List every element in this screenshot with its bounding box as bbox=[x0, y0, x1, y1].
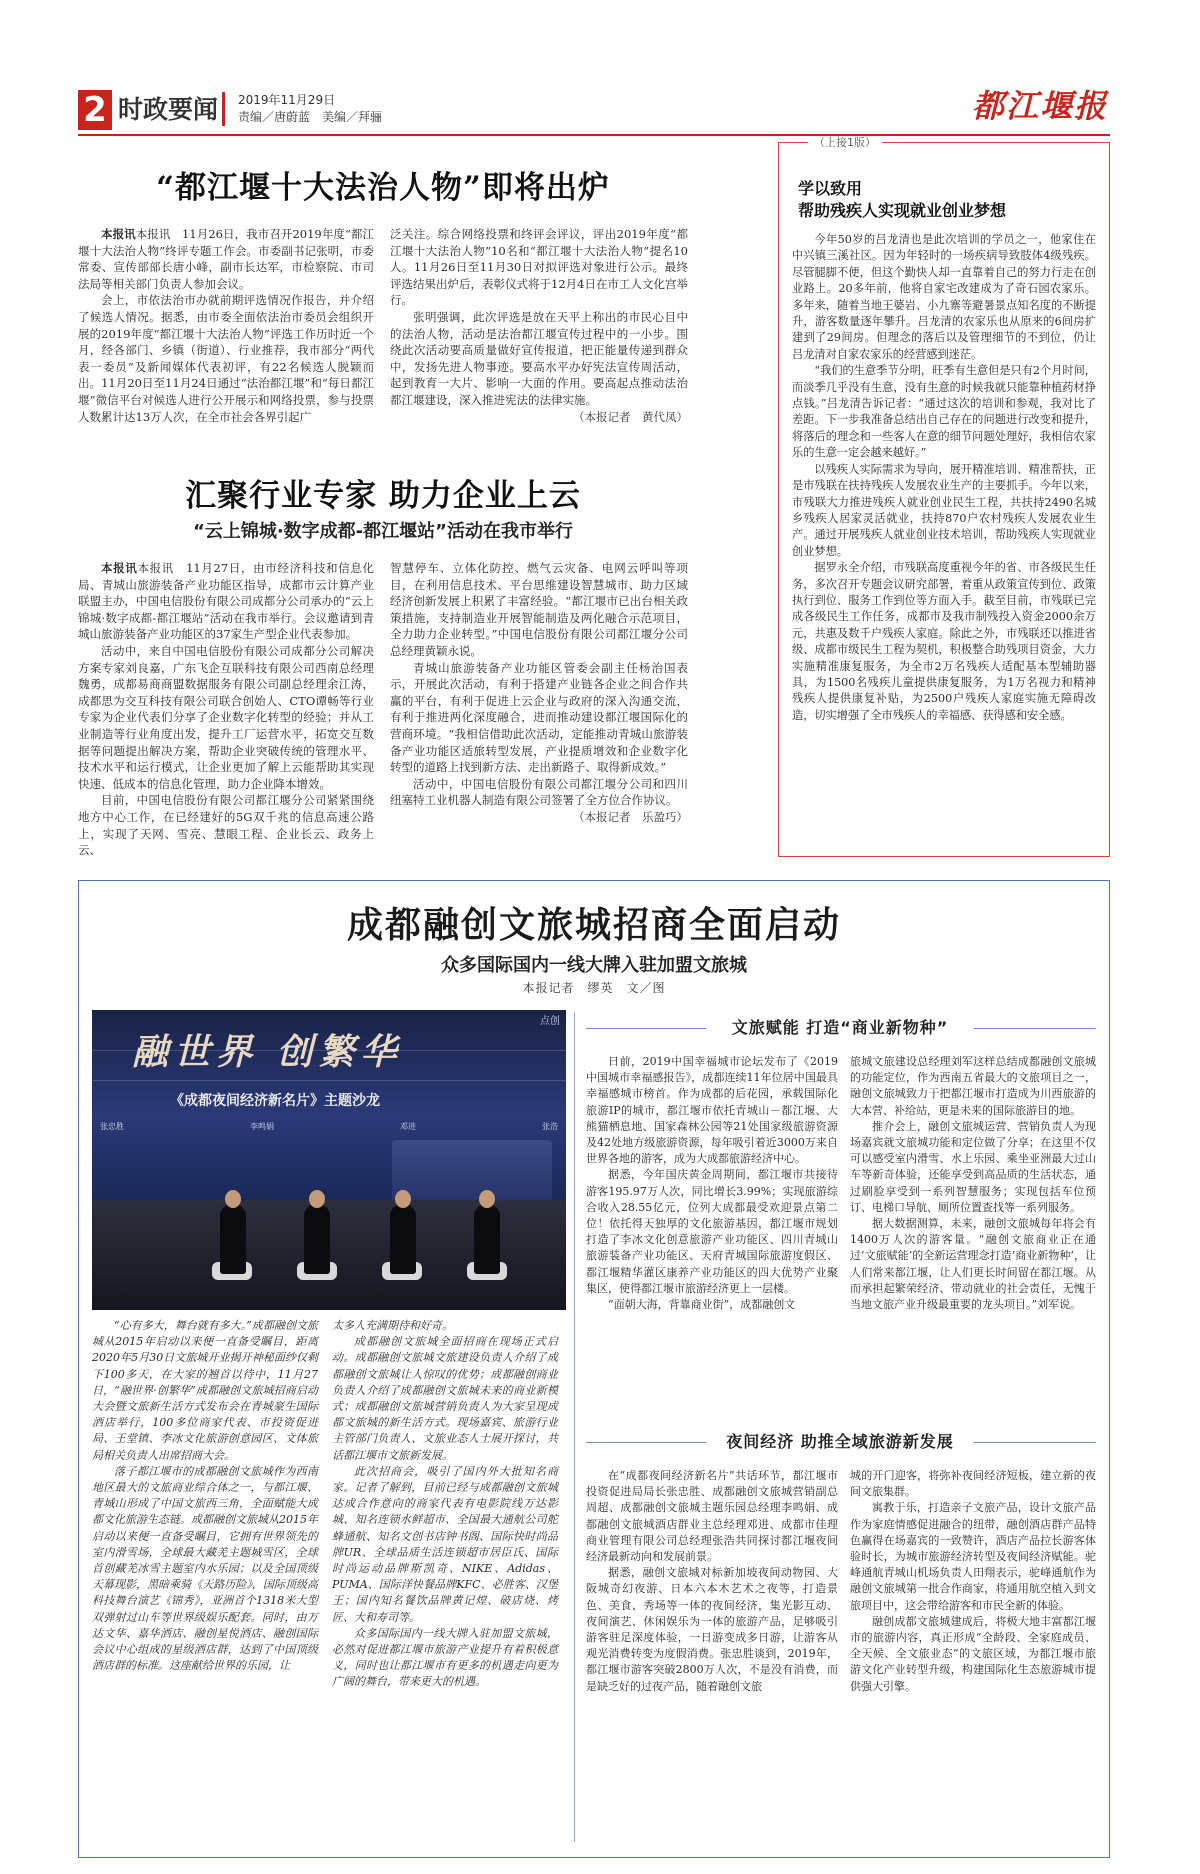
article2-title: 汇聚行业专家 助力企业上云 bbox=[185, 478, 581, 514]
article1-para: 张明强调，此次评选是放在天平上称出的市民心目中的法治人物，活动是法治都江堰宣传过程中的一小步。围绕此次活动要高质量做好宣传报道，把正能量传递到群众中，发扬先进人物事迹。要高水平办好宪法宣传周活动，起到教育一大片、影响一大面的作用。要高起点推动法治都江堰建设，深入推进宪法的法律实施。 bbox=[390, 309, 688, 407]
speaker-figure bbox=[304, 1204, 330, 1274]
feature-photo bbox=[92, 1010, 566, 1310]
feature-para: 众多国际国内一线大牌入驻加盟文旅城，必然对促进都江堰市旅游产业提升有着积极意义，同时也让都江堰市有更多的机遇走向更为广阔的舞台，带来更大的机遇。 bbox=[332, 1626, 558, 1689]
right2-col1 bbox=[586, 1468, 838, 1695]
speaker-figure bbox=[390, 1204, 416, 1274]
backdrop-slogan: 融世界 创繁华 bbox=[132, 1031, 403, 1073]
article1-para: 泛关注。综合网络投票和终评会评议，评出2019年度“都江堰十大法治人物”10名和“都江堰十大法治人物”提名10人。11月26日至11月30日对拟评选对象进行公示。最终评选结果出炉后，表彰仪式将于12月4日在市工人文化宫举行。 bbox=[390, 227, 688, 308]
feature-para: 此次招商会，吸引了国内外大批知名商家。记者了解到，目前已经与成都融创文旅城达成合作意向的商家代表有电影院线万达影城、知名连锁水鲜超市、全国最大通航公司舵蜂通航、知名文创书店钟书阁、国际快时尚品牌UR、全球品质生活连锁超市居臣氏、国际时尚运动品牌斯凯奇、NIKE、Adidas、PUMA、国际洋快餐品牌KFC、必胜客、汉堡王；国内知名餐饮品牌黄记煌、破店烧、烤匠、大和寿司等。 bbox=[332, 1464, 558, 1624]
article1-title: “都江堰十大法治人物”即将出炉 bbox=[156, 170, 610, 206]
article1-para bbox=[78, 226, 374, 292]
article1-col1 bbox=[78, 226, 374, 425]
speaker-head bbox=[309, 1190, 325, 1208]
feature-para: “面朝大海，背靠商业街”，成都融创文 bbox=[608, 1298, 796, 1312]
speaker-names bbox=[100, 1122, 558, 1132]
header-rule bbox=[78, 134, 1110, 136]
article2-para bbox=[78, 560, 374, 643]
article1-col2 bbox=[390, 226, 688, 426]
feature-column-divider bbox=[574, 1012, 575, 1842]
article2-para: 活动中，中国电信股份有限公司都江堰分公司和四川纽塞特工业机器人制造有限公司签署了全方位合作协议。 bbox=[390, 776, 688, 808]
feature-left-col2 bbox=[332, 1318, 558, 1691]
sidebar-para: 据罗永全介绍，市残联高度重视今年的省、市各级民生任务，多次召开专题会议研究部署，着重从政策宣传到位、政策执行到位、服务工作到位等方面入手。截至目前，市残联已完成各级民生工作任务，成都市及我市制残投入资金2000余万元，共惠及数千户残疾人家庭。除此之外，市残联还以推进省级、成都市级民生工程为契机，积极整合助残项目资金，大力实施精准康复服务，为全市2万名残疾人适配基本型辅助器具，为1500名残疾儿童提供康复服务，为1万名视力和精神残疾人提供康复补贴，为2500户残疾人家庭实施无障碍改造，切实增强了全市残疾人的幸福感、获得感和安全感。 bbox=[792, 561, 1096, 722]
feature-byline: 本报记者 缪英 文／图 bbox=[522, 981, 666, 995]
sidebar-body bbox=[792, 232, 1096, 724]
article2-para: 智慧停车、立体化防控、燃气云灾备、电网云呼叫等项目，在利用信息技术、平台思维建设智慧城市、助力区域经济创新发展上积累了丰富经验。“都江堰市已出台相关政策措施，支持制造业开展智能制造及两化融合示范项目，全力助力企业转型。”中国电信股份有限公司都江堰分公司总经理黄颖永说。 bbox=[390, 561, 688, 658]
sidebar-para: 以残疾人实际需求为导向，展开精准培训、精准帮扶，正是市残联在扶持残疾人发展农业生产的主要抓手。今年以来，市残联大力推进残疾人就业创业民生工程，共扶持2490名城乡残疾人居家灵活就业，扶持870户农村残疾人发展农业生产。通过开展残疾人就业创业技术培训，帮助残疾人实现就业创业梦想。 bbox=[792, 462, 1096, 558]
backdrop-corner-text: 点创 bbox=[540, 1016, 560, 1027]
feature-para: 落子都江堰市的成都融创文旅城作为西南地区最大的文旅商业综合体之一，与都江堰、青城山形成了中国文旅西三角，全面赋能大成都文化旅游生态链。成都融创文旅城从2015年启动以来便一直备受瞩目，它拥有世界领先的室内滑雪场，全球最大藏羌主题城雪区，全球首创藏羌冰雪主题室内水乐园；以及全国顶级天幕现影，黑暗乘骑《天路历险》，国际顶级高科技舞台演艺《锦秀》，亚洲首个1318米大型双弹射过山车等世界级娱乐配套。同时，由万达文华、嘉华酒店、融创星悦酒店、融创国际会议中心组成的星级酒店群，达到了中国顶级酒店群的标准。这座献给世界的乐园，让 bbox=[92, 1464, 318, 1673]
article2-subtitle: “云上锦城·数字成都-都江堰站”活动在我市举行 bbox=[193, 521, 573, 542]
section-title: 时政要闻 bbox=[118, 95, 219, 124]
sidebar-title: 学以致用 帮助残疾人实现就业创业梦想 bbox=[798, 179, 1007, 220]
right2-heading: 夜间经济 助推全域旅游新发展 bbox=[726, 1432, 954, 1451]
lead-tag: 本报讯 bbox=[101, 561, 138, 575]
speaker-name: 张忠胜 bbox=[100, 1122, 124, 1131]
feature-para: 太多人充满期待和好奇。 bbox=[332, 1319, 453, 1332]
feature-subtitle: 众多国际国内一线大牌入驻加盟文旅城 bbox=[441, 955, 747, 976]
right2-col2 bbox=[850, 1468, 1096, 1695]
para-text: 本报讯 11月26日，我市召开2019年度“都江堰十大法治人物”终评专题工作会。市委副书记张明，市委常委、宣传部部长唐小峰，副市长达军，市检察院、市司法局等相关部门负责人参加会议。 bbox=[78, 227, 374, 291]
feature-left-col1 bbox=[92, 1318, 318, 1674]
speaker-head bbox=[225, 1190, 241, 1208]
para-text: 本报讯 11月27日，由市经济科技和信息化局、青城山旅游装备产业功能区指导，成都市云计算产业联盟主办，中国电信股份有限公司成都分公司承办的“云上锦城·数字成都-都江堰站”活动在我市举行。会议邀请到青城山旅游装备产业功能区的37家生产型企业代表参加。 bbox=[78, 561, 375, 642]
stage-light-line bbox=[92, 1080, 566, 1081]
issue-date: 2019年11月29日 bbox=[238, 93, 336, 107]
article2-para: 活动中，来自中国电信股份有限公司成都分公司解决方案专家刘良嘉，广东飞企互联科技有限公司西南总经理魏勇，成都易商商盟数据服务有限公司副总经理余江涛，成都思为交互科技有限公司联合创始人、CTO谭畅等行业专家为企业代表们分享了企业数字化转型的经验；并从工业制造等行业角度出发，提升工厂运营水平，拓宽交互数据等问题提出解决方案，帮助企业突破传统的管理水平、技术水平和运行模式，让企业更加了解上云能帮助其实现快速、低成本的信息化管理，助力企业降本增效。 bbox=[78, 643, 374, 791]
article2-byline: （本报记者 乐盈巧） bbox=[573, 809, 688, 824]
feature-para: 旅城文旅建设总经理刘军这样总结成都融创文旅城的功能定位，作为西南五省最大的文旅项目之一，融创文旅城致力于把都江堰市打造成为川西旅游的大本营、补给站，更是未来的国际旅游目的地。 bbox=[850, 1055, 1096, 1117]
article2-para: 目前，中国电信股份有限公司都江堰分公司紧紧围绕地方中心工作，在已经建好的5G双千兆的信息高速公路上，实现了天网、雪亮、慧眼工程、企业长云、政务上云、 bbox=[78, 793, 374, 858]
lead-tag: 本报讯 bbox=[101, 227, 136, 241]
backdrop-town-render bbox=[392, 1140, 552, 1200]
article2-para: 青城山旅游装备产业功能区管委会副主任杨治国表示，开展此次活动，有利于搭建产业链各企业之间合作共赢的平台，有利于促进上云企业与政府的深入沟通交流，有利于推进两化深度融合，进而推动建设都江堰国际化的营商环境。“我相信借助此次活动，定能推动青城山旅游装备产业功能区适旅转型发展，产业提质增效和企业数字化转型的道路上找到新方法、走出新路子、取得新成效。” bbox=[390, 660, 688, 775]
heading-rule bbox=[974, 1028, 1096, 1029]
feature-para: 城的开门迎客，将弥补夜间经济短板，建立新的夜间文旅集群。 bbox=[850, 1469, 1096, 1499]
right1-heading: 文旅赋能 打造“商业新物种” bbox=[731, 1018, 949, 1037]
speaker-head bbox=[479, 1190, 495, 1208]
right1-col2 bbox=[850, 1054, 1096, 1313]
article1-para: 会上，市依法治市办就前期评选情况作报告，并介绍了候选人情况。据悉，由市委全面依法治市委员会组织开展的2019年度“都江堰十大法治人物”评选工作历时近一个月，经各部门、乡镇（街道）、行业推荐，我市部分“两代表一委员”及新闻媒体代表初评，有22名候选人脱颖而出。11月20日至11月24日通过“法治都江堰”和“每日都江堰”微信平台对候选人进行公开展示和网络投票，参与投票人数累计达13万人次，在全市社会各界引起广 bbox=[78, 293, 374, 424]
feature-title: 成都融创文旅城招商全面启动 bbox=[346, 904, 841, 946]
feature-para: “心有多大，舞台就有多大。”成都融创文旅城从2015年启动以来便一直备受瞩目，距离2020年5月30日文旅城开业揭开神秘面纱仅剩下100多天，在大家的翘首以待中，11月27日，“融世界·创繁华”成都融创文旅城招商启动大会暨文旅新生活方式发布会在青城豪生国际酒店举行，100多位商家代表、市投资促进局、王堂镇、李冰文化旅游创意园区、文体旅局相关负责人出席招商大会。 bbox=[92, 1319, 318, 1462]
backdrop-subtitle: 《成都夜间经济新名片》主题沙龙 bbox=[170, 1093, 380, 1109]
article2-col2 bbox=[390, 560, 688, 826]
sidebar-para: 今年50岁的吕龙清也是此次培训的学员之一，他家住在中兴镇三溪社区。因为年轻时的一场疾病导致肢体4级残疾。尽管腿脚不便，但这个勤快人却一直靠着自己的努力行走在创业路上。20多年前，他将自家宅改建成为了奇石园农家乐。多年来，随着当地王婆岩、小九寨等避暑景点知名度的不断提升，游客数量逐年攀升。吕龙清的农家乐也从原来的6间房扩建到了29间房。但理念的落后以及管理细节的不到位，仍让吕龙清对自家农家乐的经营感到迷茫。 bbox=[792, 233, 1096, 361]
speaker-figure bbox=[220, 1204, 246, 1274]
right1-col1 bbox=[586, 1054, 838, 1313]
speaker-name: 张浩 bbox=[542, 1122, 558, 1131]
heading-rule bbox=[586, 1028, 706, 1029]
speaker-name: 李鸣娟 bbox=[250, 1122, 274, 1131]
feature-para: 日前，2019中国幸福城市论坛发布了《2019中国城市幸福感报告》，成都连续11年位居中国最具幸福感城市榜首。作为成都的后花园，承载国际化旅游IP的城市，都江堰市依托青城山－都江堰、大熊猫栖息地、国家森林公园等21处国家级旅游资源及42处地方级旅游资源，每年吸引着近3000万来自世界各地的游客，成为大成都旅游经济中心。 bbox=[586, 1055, 838, 1166]
editor-line: 责编／唐蔚蓝 美编／拜骊 bbox=[238, 110, 383, 124]
feature-para: 据大数据测算，未来，融创文旅城每年将会有1400万人次的游客量。“融创文旅商业正在通过‘文旅赋能’的全新运营理念打造‘商业新物种’，让人们常来都江堰，让人们更长时间留在都江堰。从而承担起繁荣经济、带动就业的社会责任，无愧于当地文旅产业升级最重要的龙头项目。”刘军说。 bbox=[850, 1217, 1096, 1312]
continued-tag: （上接1版） bbox=[808, 136, 882, 150]
article2-col1 bbox=[78, 560, 374, 859]
heading-rule bbox=[586, 1442, 706, 1443]
feature-para: 据悉，融创文旅城对标新加坡夜间动物园、大阪城奇幻夜游、日本六本木艺术之夜等，打造景色、美食、秀场等一体的夜间经济，集光影互动、夜间演艺、休闲娱乐为一体的旅游产品，足够吸引游客驻足深度体验，一日游变成多日游，让游客从观光消费转变为度假消费。张忠胜谈到，2019年，都江堰市游客突破2800万人次，不是没有消费，而是缺乏好的过夜产品，随着融创文旅 bbox=[586, 1566, 838, 1693]
feature-para: 成都融创文旅城全面招商在现场正式启动。成都融创文旅城文旅建设负责人介绍了成都融创文旅城让人惊叹的优势；成都融创商业负责人介绍了成都融创文旅城未来的商业新模式；成都融创文旅城营销负责人为大家呈现成都文旅城的新生活方式。现场嘉宾、旅游行业主管部门负责人、文旅业态人士展开探讨，共话都江堰市文旅新发展。 bbox=[332, 1335, 558, 1462]
feature-para: 推介会上，融创文旅城运营、营销负责人为现场嘉宾就文旅城功能和定位做了分享；在这里不仅可以感受室内滑雪、水上乐园、乘坐亚洲最大过山车等新奇体验，还能享受到高品质的生活状态，通过刷脸享受到一系列智慧服务；实现包括车位预订、电梯口导航、厕所位置查找等一系列服务。 bbox=[850, 1119, 1096, 1214]
feature-para: 寓教于乐，打造亲子文旅产品，设计文旅产品作为家庭情感促进融合的纽带，融创酒店群产品特色赢得在场嘉宾的一致赞许，酒店产品拉长游客体验时长，为城市旅游经济转型及夜间经济赋能。驼峰通航青城山机场负责人田翔表示，驼峰通航作为融创文旅城第一批合作商家，将通用航空植入到文旅项目中，这会带给游客和市民全新的体验。 bbox=[850, 1501, 1096, 1612]
header-divider bbox=[222, 92, 225, 126]
article1-byline: （本报记者 黄代凤） bbox=[573, 409, 688, 424]
masthead-logo: 都江堰报 bbox=[971, 87, 1108, 125]
speaker-name: 邓进 bbox=[400, 1122, 416, 1131]
heading-rule bbox=[974, 1442, 1096, 1443]
speaker-figure bbox=[474, 1204, 500, 1274]
speaker-head bbox=[395, 1190, 411, 1208]
feature-para: 据悉，今年国庆黄金周期间，都江堰市共接待游客195.97万人次，同比增长3.99%；实现旅游综合收入28.55亿元，位列大成都最受欢迎景点第二位！依托得天独厚的文化旅游基因，都江堰市规划打造了李冰文化创意旅游产业功能区、四川青城山旅游装备产业功能区、天府青城国际旅游度假区、都江堰精华灌区康养产业功能区的四大优势产业聚集区，使得都江堰市旅游经济更上一层楼。 bbox=[586, 1168, 838, 1295]
feature-para: 融创成都文旅城建成后，将极大地丰富都江堰市的旅游内容，真正形成“全龄段、全家庭成员、全天候、全文旅业态”的文旅区域，为都江堰市旅游文化产业转型升级，构建国际化生态旅游城市提供强大引擎。 bbox=[850, 1614, 1096, 1693]
feature-para: 在“成都夜间经济新名片”共话环节，都江堰市投资促进局局长张忠胜、成都融创文旅城营销副总周超、成都融创文旅城主题乐园总经理李鸣娟、成都融创文旅城酒店群业主总经理邓进、成都市佳理商业管理有限公司总经理张浩共同探讨都江堰夜间经济最新动向和发展前景。 bbox=[586, 1469, 838, 1564]
header-meta bbox=[238, 92, 382, 126]
page-number: 2 bbox=[78, 90, 112, 130]
sidebar-para: “我们的生意季节分明，旺季有生意但是只有2个月时间，而淡季几乎没有生意，没有生意的时候我就只能靠种植药材挣点钱。”吕龙清告诉记者：“通过这次的培训和参观，我对比了差距。下一步我准备总结出自己存在的问题进行改变和提升，将落后的理念和一些客人在意的细节问题处理好，我相信农家乐的生意一定会越来越好。” bbox=[792, 364, 1096, 460]
